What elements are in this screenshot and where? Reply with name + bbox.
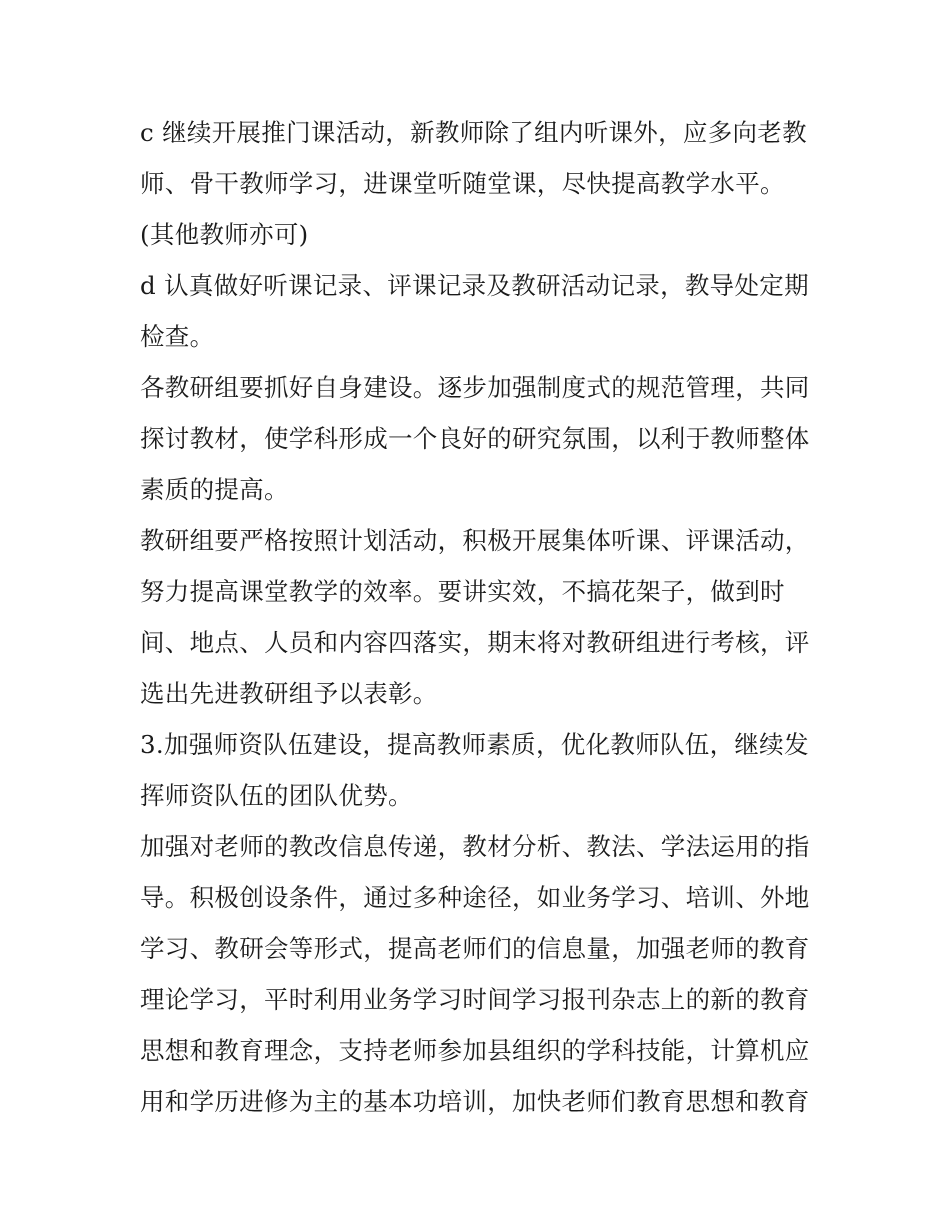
text-line-13: 3.加强师资队伍建设，提高教师素质，优化教师队伍，继续发 (140, 730, 809, 759)
text-line-3: (其他教师亦可) (140, 220, 309, 249)
document-body (140, 107, 820, 1127)
text-line-10: 努力提高课堂教学的效率。要讲实效，不搞花架子，做到时 (140, 577, 785, 606)
text-line-15: 加强对老师的教改信息传递，教材分析、教法、学法运用的指 (140, 832, 810, 861)
text-line-7: 探讨教材，使学科形成一个良好的研究氛围，以利于教师整体 (140, 424, 810, 453)
text-line-12: 选出先进教研组予以表彰。 (140, 679, 438, 708)
text-line-5: 检查。 (140, 322, 215, 351)
text-line-20: 用和学历进修为主的基本功培训，加快老师们教育思想和教育 (140, 1087, 810, 1116)
text-line-11: 间、地点、人员和内容四落实，期末将对教研组进行考核，评 (140, 628, 810, 657)
text-line-2: 师、骨干教师学习，进课堂听随堂课，尽快提高教学水平。 (140, 169, 785, 198)
text-line-9: 教研组要严格按照计划活动，积极开展集体听课、评课活动， (140, 526, 810, 555)
text-line-14: 挥师资队伍的团队优势。 (140, 781, 413, 810)
text-line-4: d 认真做好听课记录、评课记录及教研活动记录，教导处定期 (140, 271, 809, 300)
text-line-6: 各教研组要抓好自身建设。逐步加强制度式的规范管理，共同 (140, 373, 810, 402)
text-line-8: 素质的提高。 (140, 475, 289, 504)
text-line-1: c 继续开展推门课活动，新教师除了组内听课外，应多向老教 (140, 118, 807, 147)
text-line-19: 思想和教育理念，支持老师参加县组织的学科技能，计算机应 (140, 1036, 810, 1065)
text-line-16: 导。积极创设条件，通过多种途径，如业务学习、培训、外地 (140, 883, 810, 912)
text-line-18: 理论学习，平时利用业务学习时间学习报刊杂志上的新的教育 (140, 985, 810, 1014)
text-line-17: 学习、教研会等形式，提高老师们的信息量，加强老师的教育 (140, 934, 810, 963)
